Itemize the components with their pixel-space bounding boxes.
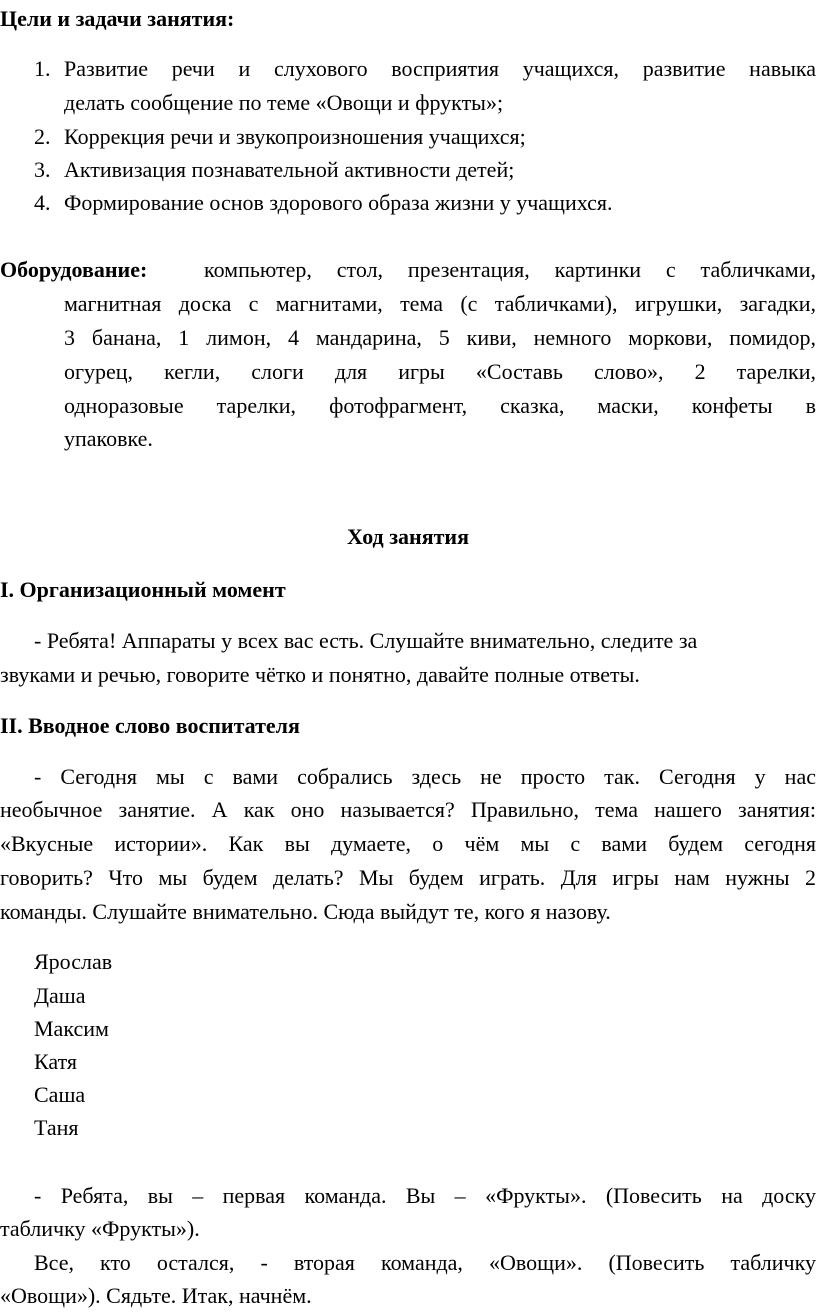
closing-line-3: Все, кто остался, - вторая команда, «Овощи». (Повесить табличку	[34, 1250, 816, 1275]
goal-text-3: Активизация познавательной активности детей;	[64, 157, 515, 182]
section-2-line-1: - Сегодня мы с вами собрались здесь не просто так. Сегодня у нас	[34, 764, 816, 789]
goal-number-4: 4.	[34, 190, 51, 215]
lesson-title: Ход занятия	[346, 524, 469, 549]
equipment-line-2: магнитная доска с магнитами, тема (с табличками), игрушки, загадки,	[64, 291, 816, 316]
goal-number-1: 1.	[34, 56, 51, 81]
goal-text-2: Коррекция речи и звукопроизношения учащихся;	[64, 124, 526, 149]
team-name-1: Ярослав	[34, 949, 113, 974]
section-2-line-5: команды. Слушайте внимательно. Сюда выйдут те, кого я назову.	[0, 899, 611, 924]
section-1-heading: I. Организационный момент	[0, 577, 286, 602]
team-name-4: Катя	[34, 1049, 78, 1074]
equipment-line-5: одноразовые тарелки, фотофрагмент, сказка, маски, конфеты в	[64, 393, 816, 418]
section-2-heading: II. Вводное слово воспитателя	[0, 713, 300, 738]
equipment-line-3: 3 банана, 1 лимон, 4 мандарина, 5 киви, немного моркови, помидор,	[64, 325, 816, 350]
section-2-line-4: говорить? Что мы будем делать? Мы будем играть. Для игры нам нужны 2	[0, 865, 816, 890]
team-name-3: Максим	[34, 1016, 109, 1041]
equipment-label: Оборудование:	[0, 257, 148, 282]
goal-number-2: 2.	[34, 124, 51, 149]
goal-text-1-line-1: Развитие речи и слухового восприятия учащихся, развитие навыка	[64, 56, 816, 81]
closing-line-2: табличку «Фрукты»).	[0, 1216, 200, 1241]
section-1-line-2: звуками и речью, говорите чётко и понятно, давайте полные ответы.	[0, 662, 640, 687]
goal-text-1-line-2: делать сообщение по теме «Овощи и фрукты»;	[64, 90, 504, 115]
goal-number-3: 3.	[34, 157, 51, 182]
section-2-line-2: необычное занятие. А как оно называется? Правильно, тема нашего занятия:	[0, 797, 816, 822]
goals-heading: Цели и задачи занятия:	[0, 6, 235, 31]
section-2-line-3: «Вкусные истории». Как вы думаете, о чём мы с вами будем сегодня	[0, 831, 816, 856]
team-name-2: Даша	[34, 983, 86, 1008]
closing-line-1: - Ребята, вы – первая команда. Вы – «Фрукты». (Повесить на доску	[34, 1183, 816, 1208]
equipment-line-4: огурец, кегли, слоги для игры «Составь слово», 2 тарелки,	[64, 359, 816, 384]
team-name-6: Таня	[34, 1115, 79, 1140]
closing-line-4: «Овощи»). Сядьте. Итак, начнём.	[0, 1283, 312, 1308]
team-name-5: Саша	[34, 1082, 86, 1107]
equipment-line-6: упаковке.	[64, 426, 153, 451]
section-1-line-1: - Ребята! Аппараты у всех вас есть. Слушайте внимательно, следите за	[34, 628, 698, 653]
goal-text-4: Формирование основ здорового образа жизни у учащихся.	[64, 190, 613, 215]
equipment-line-1: компьютер, стол, презентация, картинки с табличками,	[204, 257, 816, 282]
